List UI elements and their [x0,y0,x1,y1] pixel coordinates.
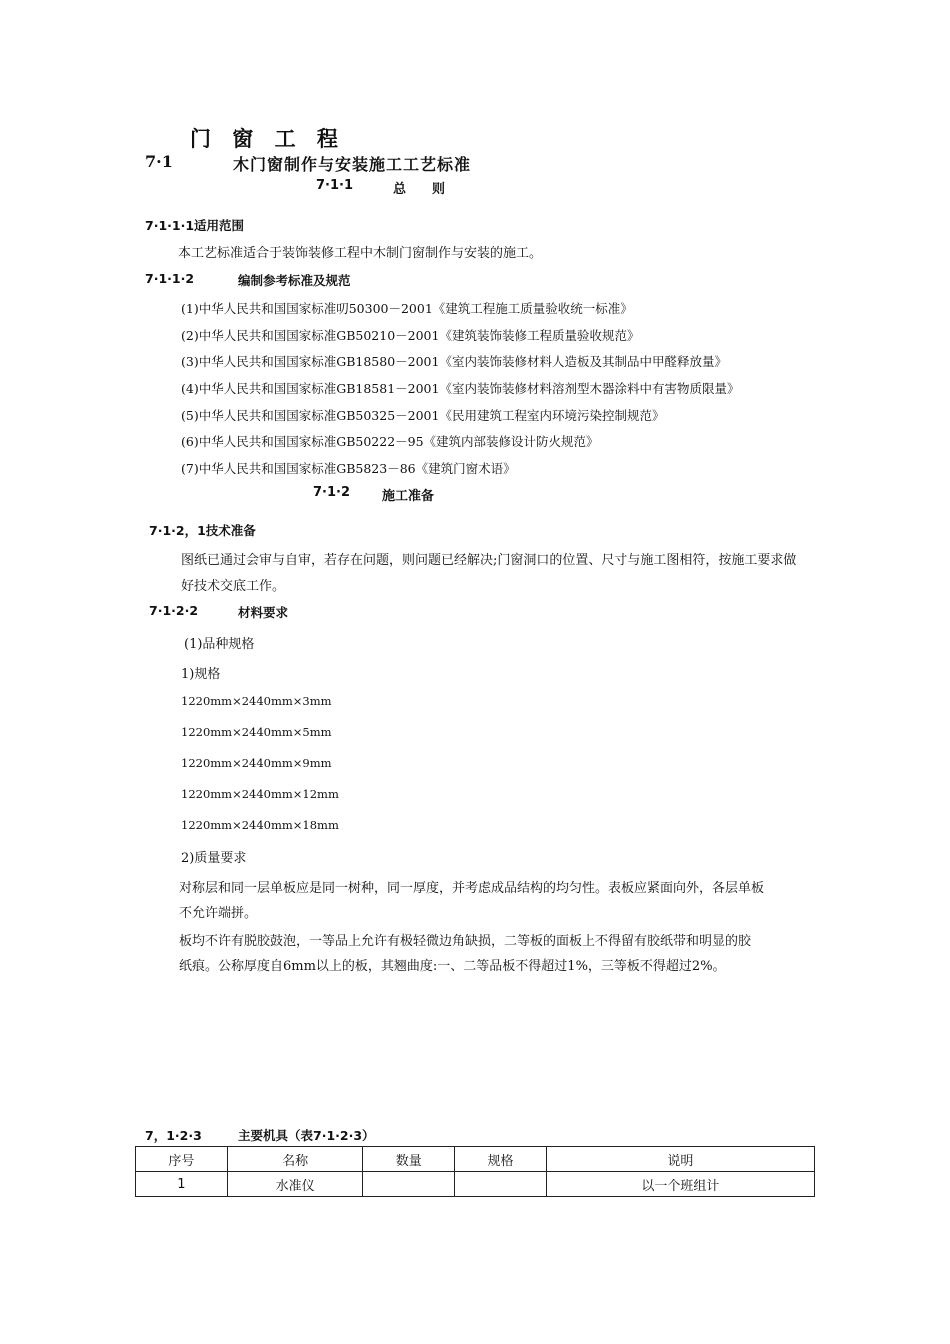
section-7-1-number: 7·1 [145,152,173,171]
quality-p2-line-1: 板均不许有脱胶鼓泡，一等品上允许有极轻微边角缺损，二等板的面板上不得留有胶纸带和明显的胶 [179,934,752,949]
section-7-1-2-2-number: 7·1·2·2 [149,603,199,618]
table-cell: 1 [136,1172,228,1197]
spec-item: 1220mm×2440mm×9mm [181,756,332,770]
table-header-cell: 名称 [227,1147,363,1172]
quality-p1-line-1: 对称层和同一层单板应是同一树种，同一厚度，并考虑成品结构的均匀性。表板应紧面向外，各层单板 [179,881,765,896]
variety-heading: (1)品种规格 [184,637,255,652]
section-7-1-title: 木门窗制作与安装施工工艺标准 [233,155,472,174]
quality-p1-line-2: 不允许端拼。 [179,906,258,921]
tools-table [135,1146,815,1197]
section-7-1-1-title: 总 则 [393,182,446,197]
section-7-1-2-number: 7·1·2 [313,485,351,500]
section-7-1-2-3-title: 主要机具（表7·1·2·3） [238,1128,375,1143]
standard-item: (6)中华人民共和国国家标准GB50222－95《建筑内部装修设计防火规范》 [181,434,599,449]
spec-item: 1220mm×2440mm×12mm [181,787,339,801]
table-row [136,1172,815,1197]
table-cell: 以一个班组计 [546,1172,814,1197]
section-7-1-1-2-title: 编制参考标准及规范 [238,273,351,288]
section-7-1-2-1-heading: 7·1·2，1技术准备 [149,523,256,538]
tech-prep-line-2: 好技术交底工作。 [181,579,286,594]
tech-prep-line-1: 图纸已通过会审与自审，若存在问题，则问题已经解决;门窗洞口的位置、尺寸与施工图相符，按施工要求做 [181,553,797,568]
chapter-title: 门 窗 工 程 [190,126,345,151]
section-7-1-1-number: 7·1·1 [316,178,354,193]
standard-item: (7)中华人民共和国国家标准GB5823－86《建筑门窗术语》 [181,461,516,476]
spec-heading: 1)规格 [181,667,221,682]
spec-item: 1220mm×2440mm×3mm [181,694,332,708]
quality-p2-line-2: 纸痕。公称厚度自6mm以上的板，其翘曲度:一、二等品板不得超过1%，三等板不得超过2%。 [179,959,726,974]
spec-item: 1220mm×2440mm×18mm [181,818,339,832]
table-header-cell: 规格 [455,1147,547,1172]
spec-item: 1220mm×2440mm×5mm [181,725,332,739]
table-header-cell: 序号 [136,1147,228,1172]
standard-item: (5)中华人民共和国国家标准GB50325－2001《民用建筑工程室内环境污染控制规范》 [181,408,665,423]
table-cell: 水准仪 [227,1172,363,1197]
table-header-row [136,1147,815,1172]
scope-text: 本工艺标准适合于装饰装修工程中木制门窗制作与安装的施工。 [178,246,543,261]
table-header-cell: 数量 [363,1147,455,1172]
table-header-cell: 说明 [546,1147,814,1172]
quality-heading: 2)质量要求 [181,851,247,866]
table-cell [455,1172,547,1197]
section-7-1-2-2-title: 材料要求 [238,605,289,620]
table-cell [363,1172,455,1197]
section-7-1-1-1-heading: 7·1·1·1适用范围 [145,218,245,233]
standard-item: (4)中华人民共和国国家标准GB18581－2001《室内装饰装修材料溶剂型木器涂料中有害物质限量》 [181,381,740,396]
section-7-1-1-2-number: 7·1·1·2 [145,271,195,286]
standard-item: (3)中华人民共和国国家标准GB18580－2001《室内装饰装修材料人造板及其制品中甲醛释放量》 [181,354,727,369]
section-7-1-2-title: 施工准备 [382,489,435,504]
standard-item: (1)中华人民共和国国家标准叨50300－2001《建筑工程施工质量验收统一标准》 [181,301,633,316]
standard-item: (2)中华人民共和国国家标准GB50210－2001《建筑装饰装修工程质量验收规范》 [181,328,640,343]
section-7-1-2-3-number: 7，1·2·3 [145,1128,202,1143]
